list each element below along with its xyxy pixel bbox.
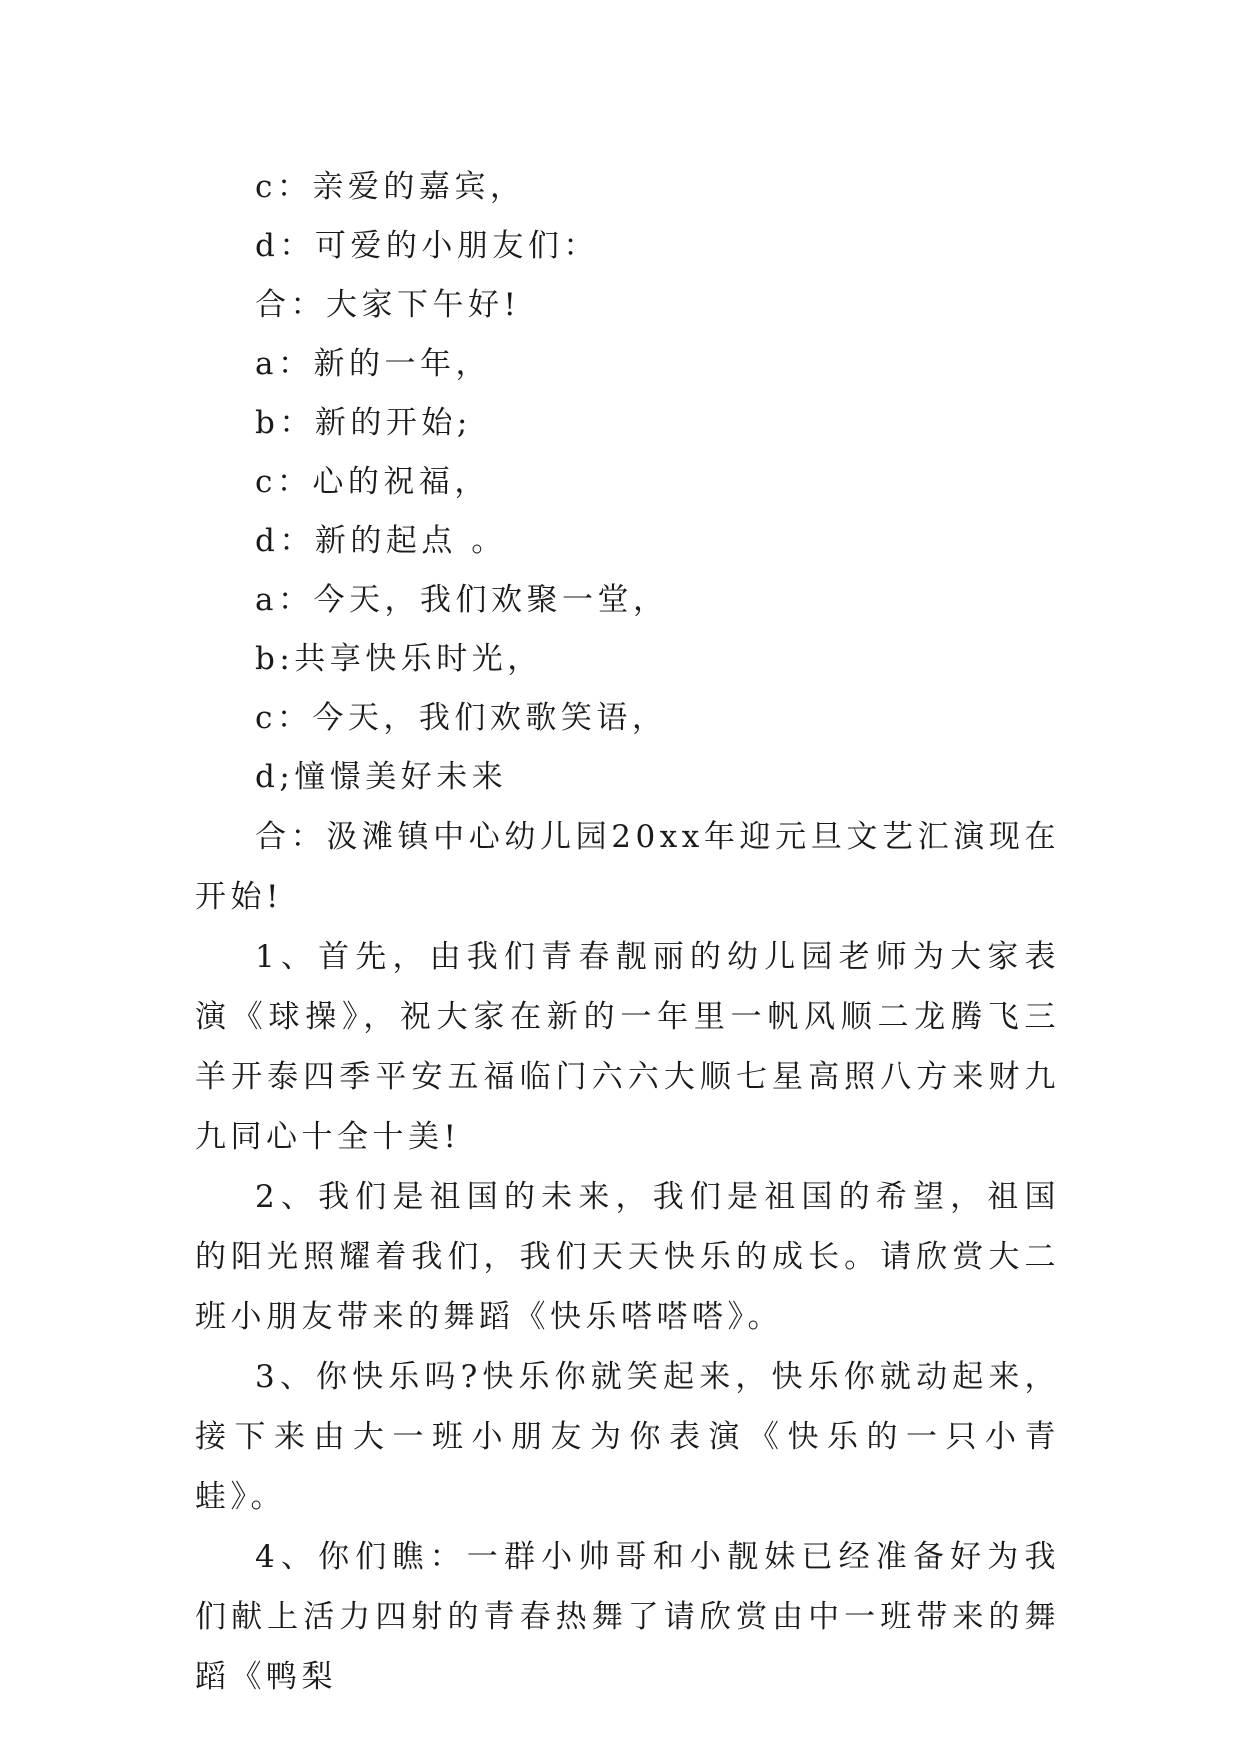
dialogue-line: d：可爱的小朋友们： — [255, 228, 599, 264]
dialogue-line: a：今天，我们欢聚一堂， — [255, 582, 669, 618]
program-item-2: 2、我们是祖国的未来，我们是祖国的希望，祖国的阳光照耀着我们，我们天天快乐的成长。请欣赏大二班小朋友带来的舞蹈《快乐嗒嗒嗒》。 — [195, 1179, 1060, 1335]
dialogue-line: d;憧憬美好未来 — [255, 759, 508, 795]
dialogue-line: b:共享快乐时光， — [255, 641, 543, 677]
dialogue-line: c：亲爱的嘉宾， — [255, 169, 526, 205]
dialogue-line: b：新的开始; — [255, 405, 472, 441]
dialogue-line: c：心的祝福， — [255, 464, 490, 500]
opening-announcement: 合：汲滩镇中心幼儿园20xx年迎元旦文艺汇演现在开始! — [195, 819, 1060, 915]
dialogue-line: c：今天，我们欢歌笑语， — [255, 700, 668, 736]
dialogue-line: a：新的一年， — [255, 346, 491, 382]
document-body — [195, 158, 1060, 1707]
program-item-3: 3、你快乐吗?快乐你就笑起来，快乐你就动起来，接下来由大一班小朋友为你表演《快乐的一只小青蛙》。 — [195, 1359, 1060, 1515]
program-item-4: 4、你们瞧：一群小帅哥和小靓妹已经准备好为我们献上活力四射的青春热舞了请欣赏由中一班带来的舞蹈《鸭梨 — [195, 1539, 1060, 1695]
dialogue-line: 合：大家下午好! — [255, 287, 521, 323]
program-item-1: 1、首先，由我们青春靓丽的幼儿园老师为大家表演《球操》，祝大家在新的一年里一帆风顺二龙腾飞三羊开泰四季平安五福临门六六大顺七星高照八方来财九九同心十全十美! — [195, 939, 1060, 1155]
dialogue-line: d：新的起点 。 — [255, 523, 507, 559]
